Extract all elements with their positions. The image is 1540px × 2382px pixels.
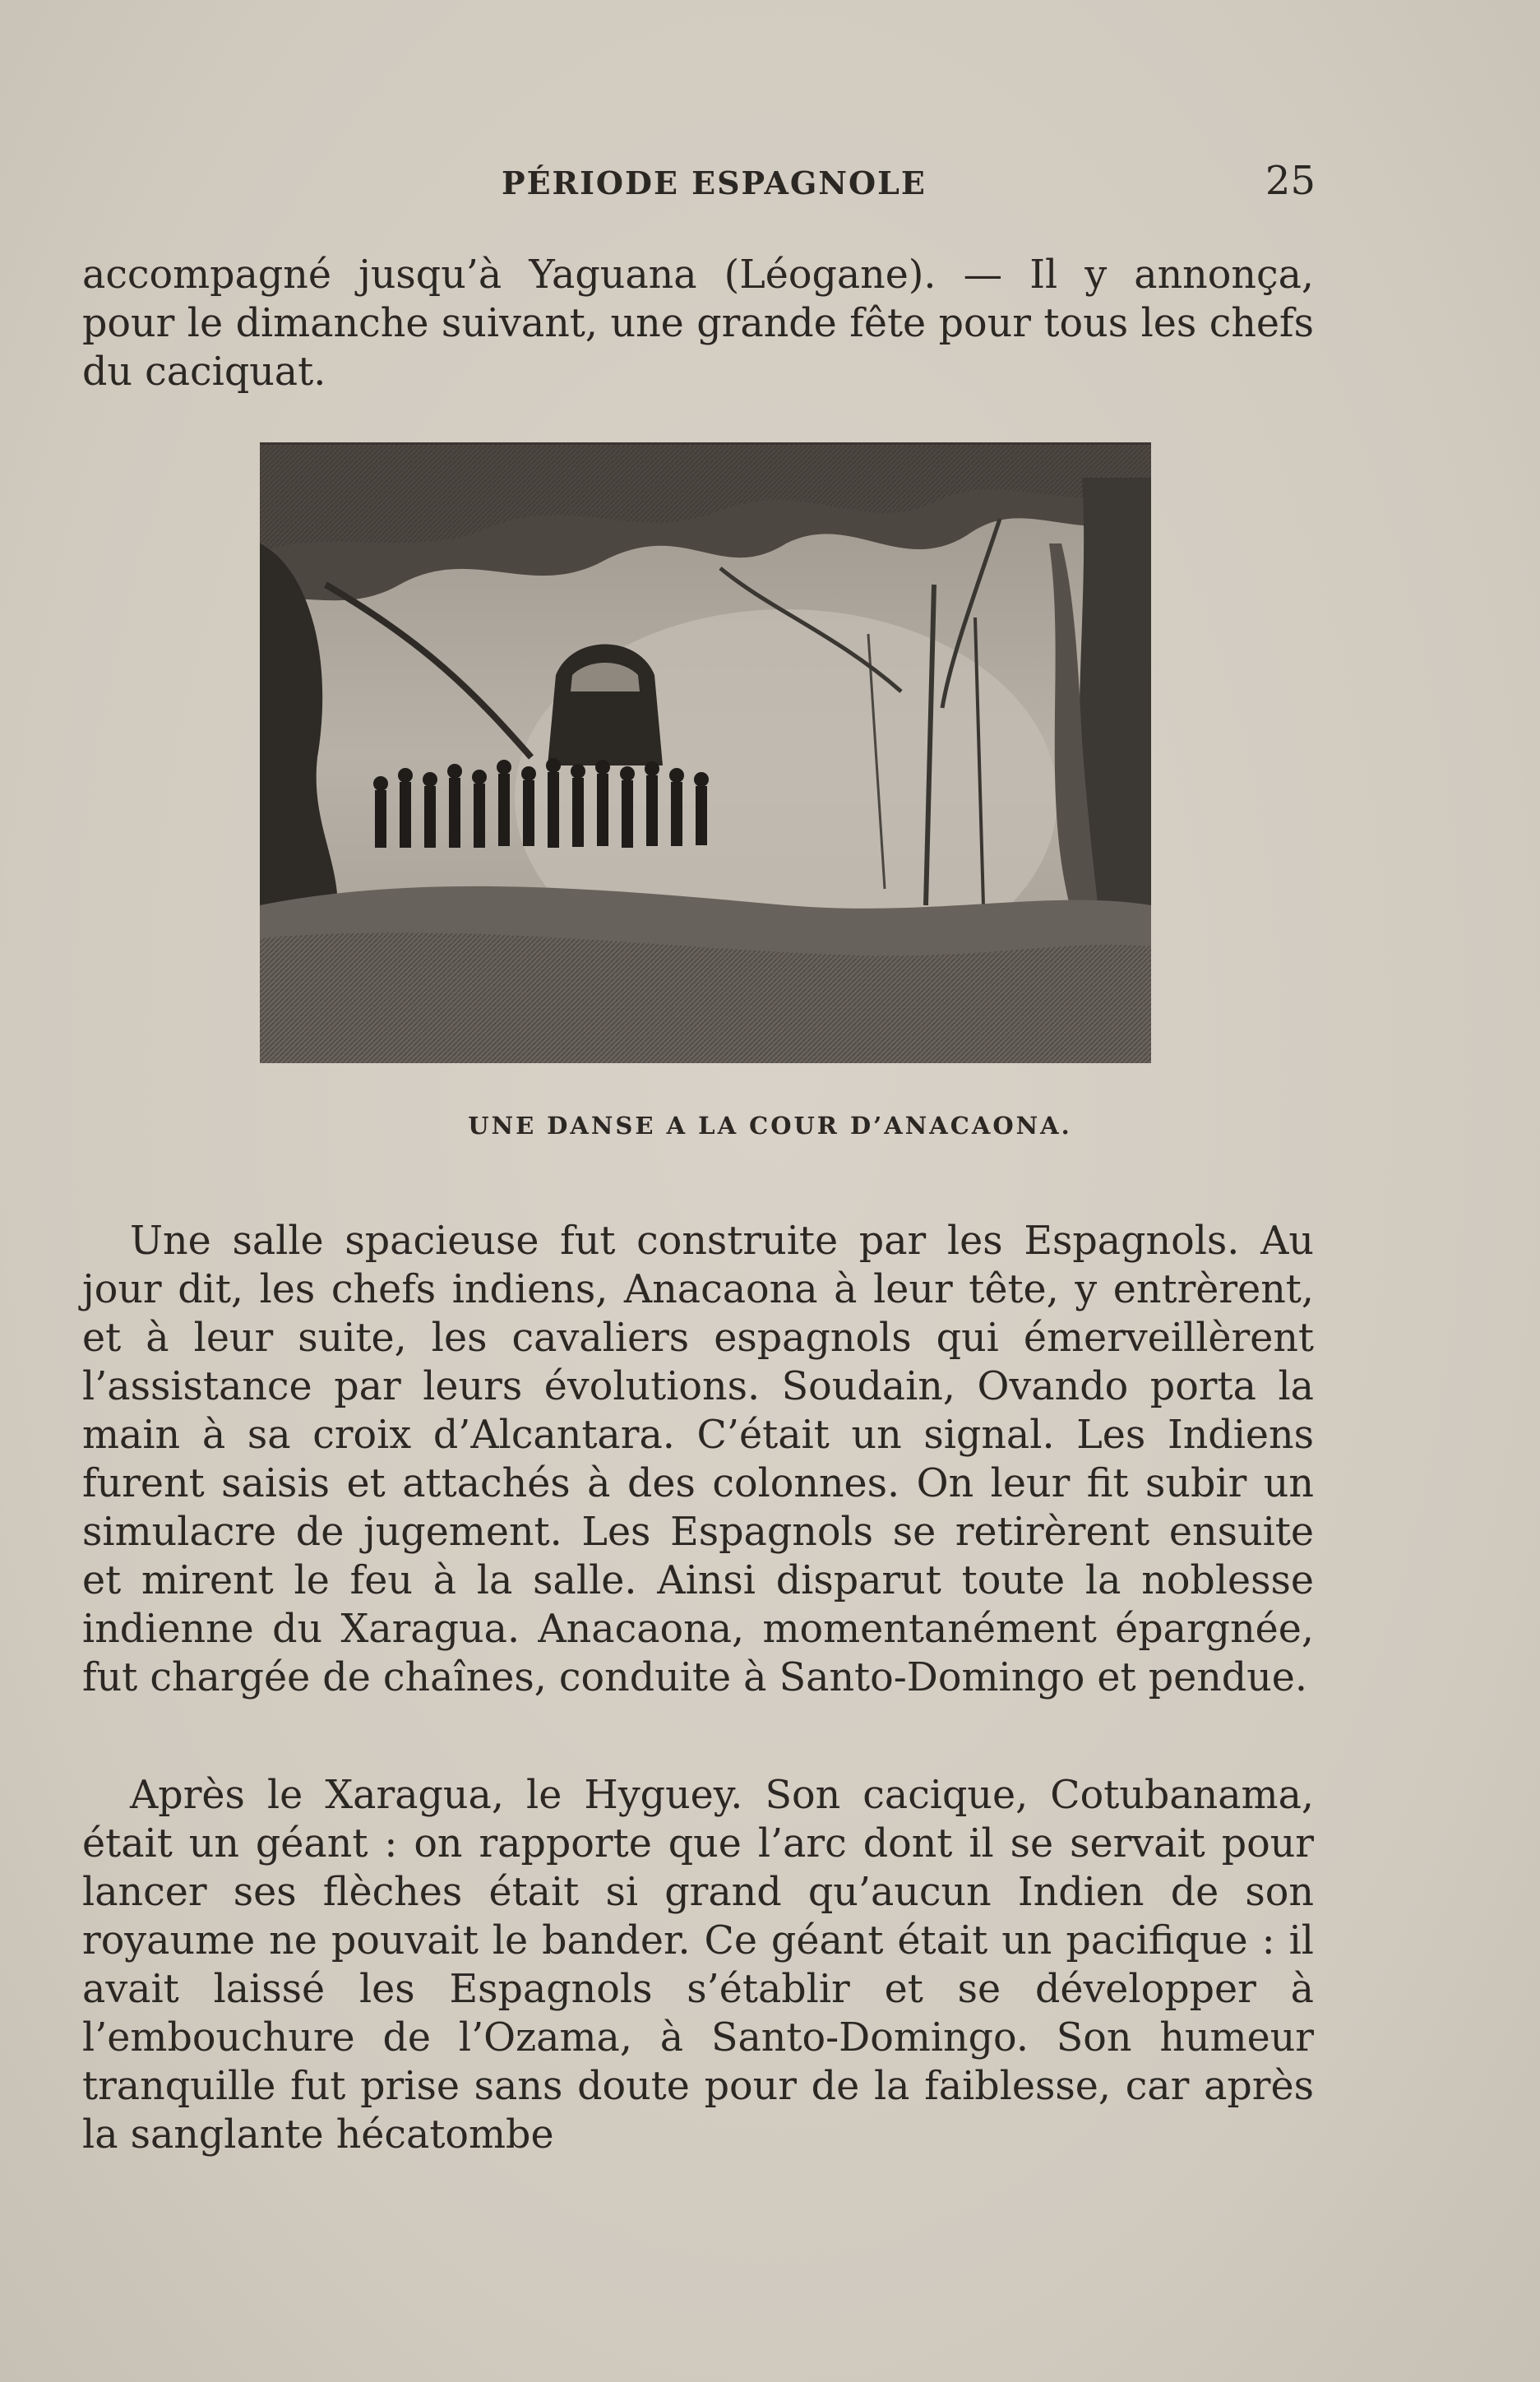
engraving-drawing (260, 445, 1151, 1063)
figure-caption: UNE DANSE A LA COUR D’ANACAONA. (468, 1112, 1072, 1140)
paragraph-1: accompagné jusqu’à Yaguana (Léogane). — Il y annonça, pour le dimanche suivant, une grande fête pour tous les chefs du caciquat. (82, 252, 1314, 395)
engraving-illustration (260, 442, 1151, 1063)
page-number: 25 (1265, 158, 1316, 204)
paragraph-2: Une salle spacieuse fut construite par les Espagnols. Au jour dit, les chefs indiens, Anacaona à leur tête, y entrèrent, et à leur suite, les cavaliers espagnols qui émerveillèrent l’assistance par leurs évolutions. Soudain, Ovando porta la main à sa croix d’Alcantara. C’était un signal. Les Indiens furent saisis et attachés à des colonnes. On leur fit subir un simulacre de jugement. Les Espagnols se retirèrent ensuite et mirent le feu à la salle. Ainsi disparut toute la noblesse indienne du Xaragua. Anacaona, momentanément épargnée, fut chargée de chaînes, conduite à Santo-Domingo et pendue. (82, 1219, 1314, 1700)
running-head-title: PÉRIODE ESPAGNOLE (502, 164, 927, 201)
paragraph-3: Après le Xaragua, le Hyguey. Son cacique, Cotubanama, était un géant : on rapporte que l’arc dont il se servait pour lancer ses flèches était si grand qu’aucun Indien de son royaume ne pouvait le bander. Ce géant était un pacifique : il avait laissé les Espagnols s’établir et se développer à l’embouchure de l’Ozama, à Santo-Domingo. Son humeur tranquille fut prise sans doute pour de la faiblesse, car après la sanglante hécatombe (82, 1773, 1314, 2158)
running-head (82, 158, 1316, 207)
